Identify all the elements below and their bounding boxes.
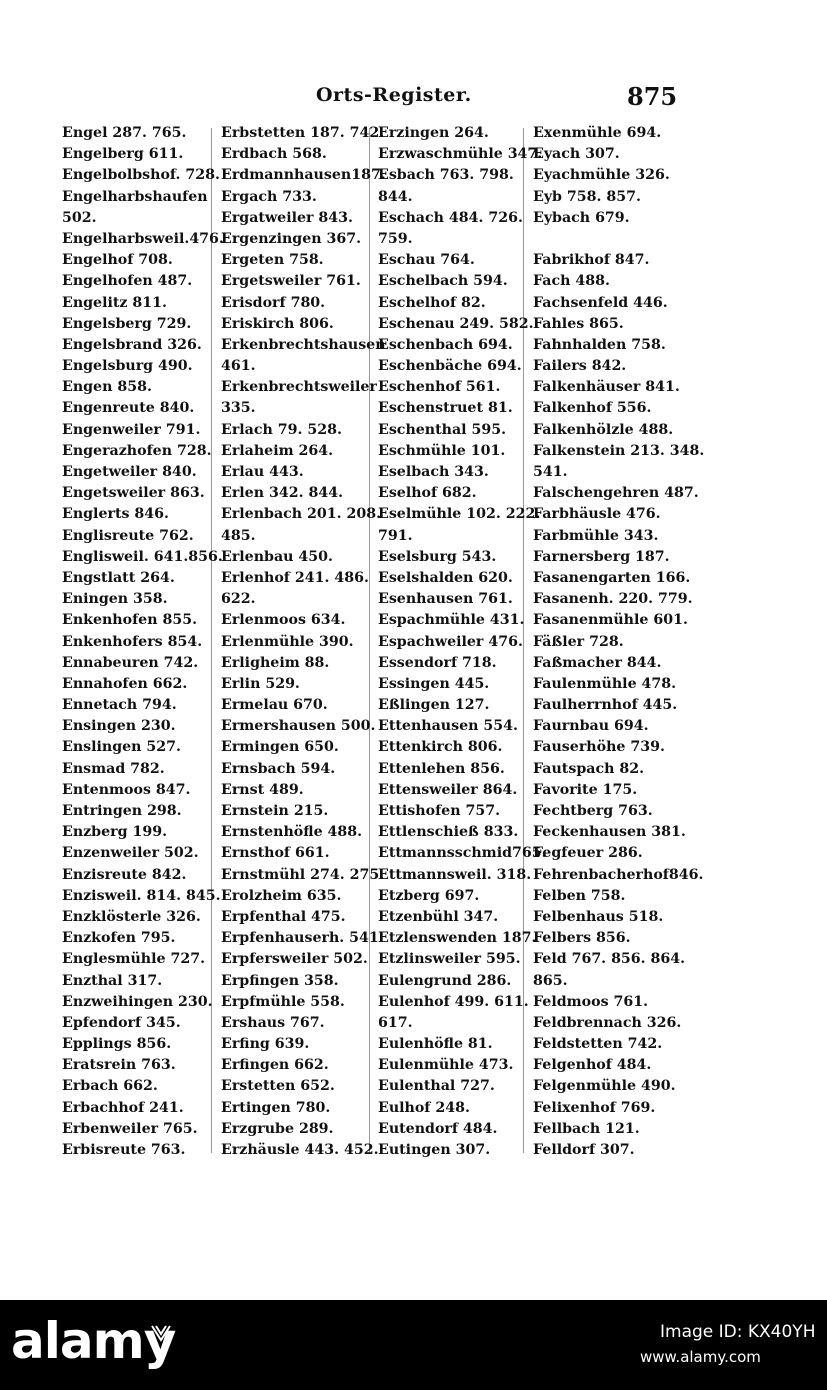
index-entry: Eratsrein 763. [62, 1057, 176, 1074]
index-entry: Fach 488. [533, 273, 610, 290]
index-entry: Erkenbrechtshausen [221, 336, 386, 353]
index-entry: Eßlingen 127. [378, 697, 490, 714]
index-entry: Enzenweiler 502. [62, 845, 199, 862]
index-entry: Fellbach 121. [533, 1120, 640, 1137]
index-entry: Ertingen 780. [221, 1099, 331, 1116]
index-entry: Eschelbach 594. [378, 273, 508, 290]
index-entry: Falschengehren 487. [533, 485, 699, 502]
index-entry: Engelharbsweil.476. [62, 230, 224, 247]
index-entry: Erzwaschmühle 347. [378, 146, 543, 163]
index-column-3 [378, 123, 553, 1161]
index-column-4 [533, 123, 708, 1161]
index-entry: Enkenhofers 854. [62, 633, 203, 650]
page-title: Orts-Register. [316, 84, 472, 106]
index-entry: Faulherrnhof 445. [533, 697, 678, 714]
index-entry: Erpfingen 358. [221, 972, 339, 989]
index-entry: Erdmannhausen187. [221, 167, 386, 184]
index-entry: Erbstetten 187. 742. [221, 125, 385, 141]
index-entry: Felldorf 307. [533, 1142, 635, 1158]
index-entry: Ergeten 758. [221, 252, 324, 269]
index-entry [533, 229, 708, 250]
index-entry: Erdbach 568. [221, 146, 327, 163]
index-entry: Engerazhofen 728. [62, 442, 212, 459]
index-entry: Esenhausen 761. [378, 591, 513, 608]
index-entry: Etzlinsweiler 595. [378, 951, 521, 968]
index-entry: Felben 758. [533, 887, 626, 904]
index-entry: 502. [62, 209, 97, 226]
index-entry: Eulenthal 727. [378, 1078, 495, 1095]
index-entry: Eschenbäche 694. [378, 358, 522, 375]
index-entry: Espachweiler 476. [378, 633, 523, 650]
index-entry: Ergatweiler 843. [221, 209, 353, 226]
index-entry: Eulenhöfle 81. [378, 1036, 493, 1053]
index-entry: 461. [221, 358, 256, 375]
index-entry: Felixenhof 769. [533, 1099, 656, 1116]
index-entry: Eselsburg 543. [378, 548, 497, 565]
index-entry: Engelsberg 729. [62, 315, 192, 332]
index-entry: Ettensweiler 864. [378, 781, 518, 798]
index-column-2 [221, 123, 396, 1161]
index-entry: Eschenthal 595. [378, 421, 507, 438]
index-entry: Erkenbrechtsweiler [221, 379, 377, 396]
index-entry: 844. [378, 188, 413, 205]
index-entry: Falkenhölzle 488. [533, 421, 674, 438]
index-entry: Erisdorf 780. [221, 294, 326, 311]
index-entry: Feldmoos 761. [533, 993, 649, 1010]
index-entry: Falkenhof 556. [533, 400, 652, 417]
index-entry: Ensmad 782. [62, 760, 165, 777]
index-entry: Erlenmoos 634. [221, 612, 346, 629]
index-entry: Feckenhausen 381. [533, 824, 686, 841]
index-entry: Engelsburg 490. [62, 358, 193, 375]
index-entry: Eschmühle 101. [378, 442, 506, 459]
index-entry: Erlach 79. 528. [221, 421, 342, 438]
index-entry: Engetsweiler 863. [62, 485, 205, 502]
index-entry: Ernstenhöfle 488. [221, 824, 363, 841]
image-id: Image ID: KX40YH [660, 1322, 816, 1342]
index-entry: Ergetsweiler 761. [221, 273, 361, 290]
index-entry: Erfingen 662. [221, 1057, 329, 1074]
index-entry: Erlenmühle 390. [221, 633, 354, 650]
index-entry: Ettmannsschmid765. [378, 845, 547, 862]
index-entry: Ermershausen 500. [221, 718, 376, 735]
index-entry: Essendorf 718. [378, 654, 497, 671]
index-entry: Eschenstruet 81. [378, 400, 513, 417]
index-entry: Erbach 662. [62, 1078, 158, 1095]
index-entry: Engelharbshaufen [62, 188, 208, 205]
index-entry: Ettenhausen 554. [378, 718, 518, 735]
index-entry: Ergenzingen 367. [221, 230, 362, 247]
index-entry: 617. [378, 1014, 413, 1031]
index-entry: Eschenbach 694. [378, 336, 513, 353]
index-entry: Erlaheim 264. [221, 442, 334, 459]
index-entry: Engenweiler 791. [62, 421, 201, 438]
index-entry: Falkenstein 213. 348. [533, 442, 705, 459]
site-url: www.alamy.com [640, 1348, 761, 1366]
index-entry: Erlin 529. [221, 675, 300, 692]
index-entry: Engelhof 708. [62, 252, 173, 269]
index-entry: Erzgrube 289. [221, 1120, 334, 1137]
index-entry: Ettlenschieß 833. [378, 824, 519, 841]
index-entry: 541. [533, 464, 568, 480]
index-entry: Eschenhof 561. [378, 379, 501, 396]
index-entry: Engen 858. [62, 379, 152, 396]
index-entry: Erpfersweiler 502. [221, 951, 368, 968]
index-entry: Falkenhäuser 841. [533, 379, 680, 396]
index-entry: Ennabeuren 742. [62, 654, 199, 671]
index-entry: Erstetten 652. [221, 1078, 335, 1095]
index-entry: Ettishofen 757. [378, 803, 501, 819]
index-entry: Felbenhaus 518. [533, 908, 664, 925]
index-entry: Engelhofen 487. [62, 273, 193, 290]
index-entry: Erlenbau 450. [221, 548, 333, 565]
index-entry: Faulenmühle 478. [533, 675, 677, 692]
index-entry: Englerts 846. [62, 506, 169, 523]
index-entry: Enzisreute 842. [62, 866, 187, 883]
index-entry: Englesmühle 727. [62, 951, 206, 968]
index-entry: Fahnhalden 758. [533, 336, 666, 353]
index-entry: Feldbrennach 326. [533, 1014, 682, 1031]
index-entry: Farnersberg 187. [533, 548, 670, 565]
index-entry: Eyachmühle 326. [533, 167, 670, 184]
index-entry: 335. [221, 400, 256, 417]
index-entry: Erbisreute 763. [62, 1142, 186, 1158]
index-entry: Enslingen 527. [62, 739, 181, 756]
index-entry: Epplings 856. [62, 1036, 172, 1053]
index-entry: Eutendorf 484. [378, 1120, 498, 1137]
index-entry: Ergach 733. [221, 188, 317, 205]
index-entry: Ernstmühl 274. 275. [221, 866, 385, 883]
index-entry: Enkenhofen 855. [62, 612, 198, 629]
index-entry: Engenreute 840. [62, 400, 195, 417]
index-entry: 791. [378, 527, 413, 544]
index-entry: 759. [378, 230, 413, 247]
index-entry: Enzberg 199. [62, 824, 168, 841]
index-entry: Eselhof 682. [378, 485, 477, 502]
index-entry: Ermelau 670. [221, 697, 328, 714]
index-entry: Fachsenfeld 446. [533, 294, 668, 311]
index-entry: Eutingen 307. [378, 1142, 491, 1158]
index-entry: Engelsbrand 326. [62, 336, 202, 353]
index-entry: 622. [221, 591, 256, 608]
index-entry: Eselbach 343. [378, 464, 489, 480]
index-entry: Ettmannsweil. 318. [378, 866, 532, 883]
index-entry: Fautspach 82. [533, 760, 645, 777]
index-entry: Farbmühle 343. [533, 527, 659, 544]
index-entry: Eschach 484. 726. [378, 209, 523, 226]
index-entry: Erzhäusle 443. 452. [221, 1142, 379, 1158]
index-entry: Faßmacher 844. [533, 654, 662, 671]
index-entry: Fasanenh. 220. 779. [533, 591, 693, 608]
index-entry: Felgenhof 484. [533, 1057, 652, 1074]
index-entry: Engel 287. 765. [62, 125, 187, 141]
index-entry: Ennetach 794. [62, 697, 177, 714]
index-entry: Engstlatt 264. [62, 569, 175, 586]
index-entry: Erzingen 264. [378, 125, 489, 141]
index-entry: Fehrenbacherhof846. [533, 866, 704, 883]
index-entry: Eselmühle 102. 222. [378, 506, 541, 523]
index-entry: Fabrikhof 847. [533, 252, 650, 269]
index-entry: Erligheim 88. [221, 654, 330, 671]
index-entry: Engelberg 611. [62, 146, 184, 163]
index-entry: Engetweiler 840. [62, 464, 197, 480]
index-entry: Ensingen 230. [62, 718, 176, 735]
index-entry: Fauserhöhe 739. [533, 739, 665, 756]
index-entry: Erpfmühle 558. [221, 993, 345, 1010]
index-entry: Eriskirch 806. [221, 315, 334, 332]
index-entry: Erlenhof 241. 486. [221, 569, 369, 586]
index-entry: Etzlenswenden 187. [378, 930, 537, 947]
index-entry: Entringen 298. [62, 803, 182, 819]
index-entry: Erolzheim 635. [221, 887, 342, 904]
index-entry: Erlenbach 201. 208. [221, 506, 382, 523]
index-entry: Erlen 342. 844. [221, 485, 344, 502]
index-entry: Englisreute 762. [62, 527, 194, 544]
index-entry: Favorite 175. [533, 781, 638, 798]
brand-logo-text: alamy [11, 1312, 176, 1370]
index-entry: Fasanengarten 166. [533, 569, 691, 586]
index-entry: Enzkofen 795. [62, 930, 176, 947]
watermark-banner [0, 1300, 827, 1390]
index-entry: Entenmoos 847. [62, 781, 191, 798]
brand-mark-icon [150, 1322, 172, 1344]
index-entry: Eschenau 249. 582. [378, 315, 534, 332]
index-entry: Erbenweiler 765. [62, 1120, 198, 1137]
index-entry: Eningen 358. [62, 591, 168, 608]
index-entry: Erfing 639. [221, 1036, 310, 1053]
index-entry: Eselshalden 620. [378, 569, 513, 586]
index-entry: Feldstetten 742. [533, 1036, 663, 1053]
index-entry: Fegfeuer 286. [533, 845, 643, 862]
index-entry: Ershaus 767. [221, 1014, 325, 1031]
index-entry: Eulenmühle 473. [378, 1057, 514, 1074]
index-entry: Enzklösterle 326. [62, 908, 201, 925]
index-entry: Engelbolbshof. 728. [62, 167, 220, 184]
index-entry: Failers 842. [533, 358, 627, 375]
index-entry: Eulhof 248. [378, 1099, 470, 1116]
index-entry: Engelitz 811. [62, 294, 167, 311]
index-entry: Ernst 489. [221, 781, 304, 798]
index-entry: 485. [221, 527, 256, 544]
index-entry: Essingen 445. [378, 675, 490, 692]
index-entry: Etzenbühl 347. [378, 908, 499, 925]
index-entry: Eulengrund 286. [378, 972, 512, 989]
index-entry: Eybach 679. [533, 209, 630, 226]
index-entry: Ernstein 215. [221, 803, 329, 819]
index-entry: Eyach 307. [533, 146, 620, 163]
index-entry: Exenmühle 694. [533, 125, 662, 141]
index-entry: Epfendorf 345. [62, 1014, 181, 1031]
index-entry: Feld 767. 856. 864. [533, 951, 686, 968]
index-entry: Enzthal 317. [62, 972, 163, 989]
index-entry: Farbhäusle 476. [533, 506, 661, 523]
index-entry: Ernsbach 594. [221, 760, 336, 777]
index-entry: Felgenmühle 490. [533, 1078, 676, 1095]
index-entry: Ettenkirch 806. [378, 739, 503, 756]
index-entry: Erpfenthal 475. [221, 908, 346, 925]
index-entry: Eulenhof 499. 611. [378, 993, 529, 1010]
index-entry: Etzberg 697. [378, 887, 480, 904]
index-entry: Enzweihingen 230. [62, 993, 213, 1010]
index-column-1 [62, 123, 237, 1161]
index-entry: Enzisweil. 814. 845. [62, 887, 221, 904]
index-entry: Ennahofen 662. [62, 675, 188, 692]
index-entry: Ettenlehen 856. [378, 760, 505, 777]
index-entry: Fahles 865. [533, 315, 624, 332]
page-header [0, 82, 827, 112]
index-entry: Eschau 764. [378, 252, 475, 269]
index-entry: Englisweil. 641.856. [62, 548, 223, 565]
index-entry: Ermingen 650. [221, 739, 339, 756]
index-entry: Esbach 763. 798. [378, 167, 514, 184]
page-number: 875 [627, 82, 678, 111]
index-entry: Faurnbau 694. [533, 718, 649, 735]
index-entry: Erbachhof 241. [62, 1099, 184, 1116]
index-entry: Fasanenmühle 601. [533, 612, 688, 629]
index-entry: Ernsthof 661. [221, 845, 330, 862]
index-entry: Eyb 758. 857. [533, 188, 641, 205]
index-entry: Erpfenhauserh. 541. [221, 930, 384, 947]
index-entry: 865. [533, 972, 568, 989]
index-entry: Felbers 856. [533, 930, 631, 947]
index-entry: Fäßler 728. [533, 633, 624, 650]
index-entry: Eschelhof 82. [378, 294, 486, 311]
index-entry: Fechtberg 763. [533, 803, 653, 819]
index-entry: Erlau 443. [221, 464, 304, 480]
index-entry: Espachmühle 431. [378, 612, 525, 629]
